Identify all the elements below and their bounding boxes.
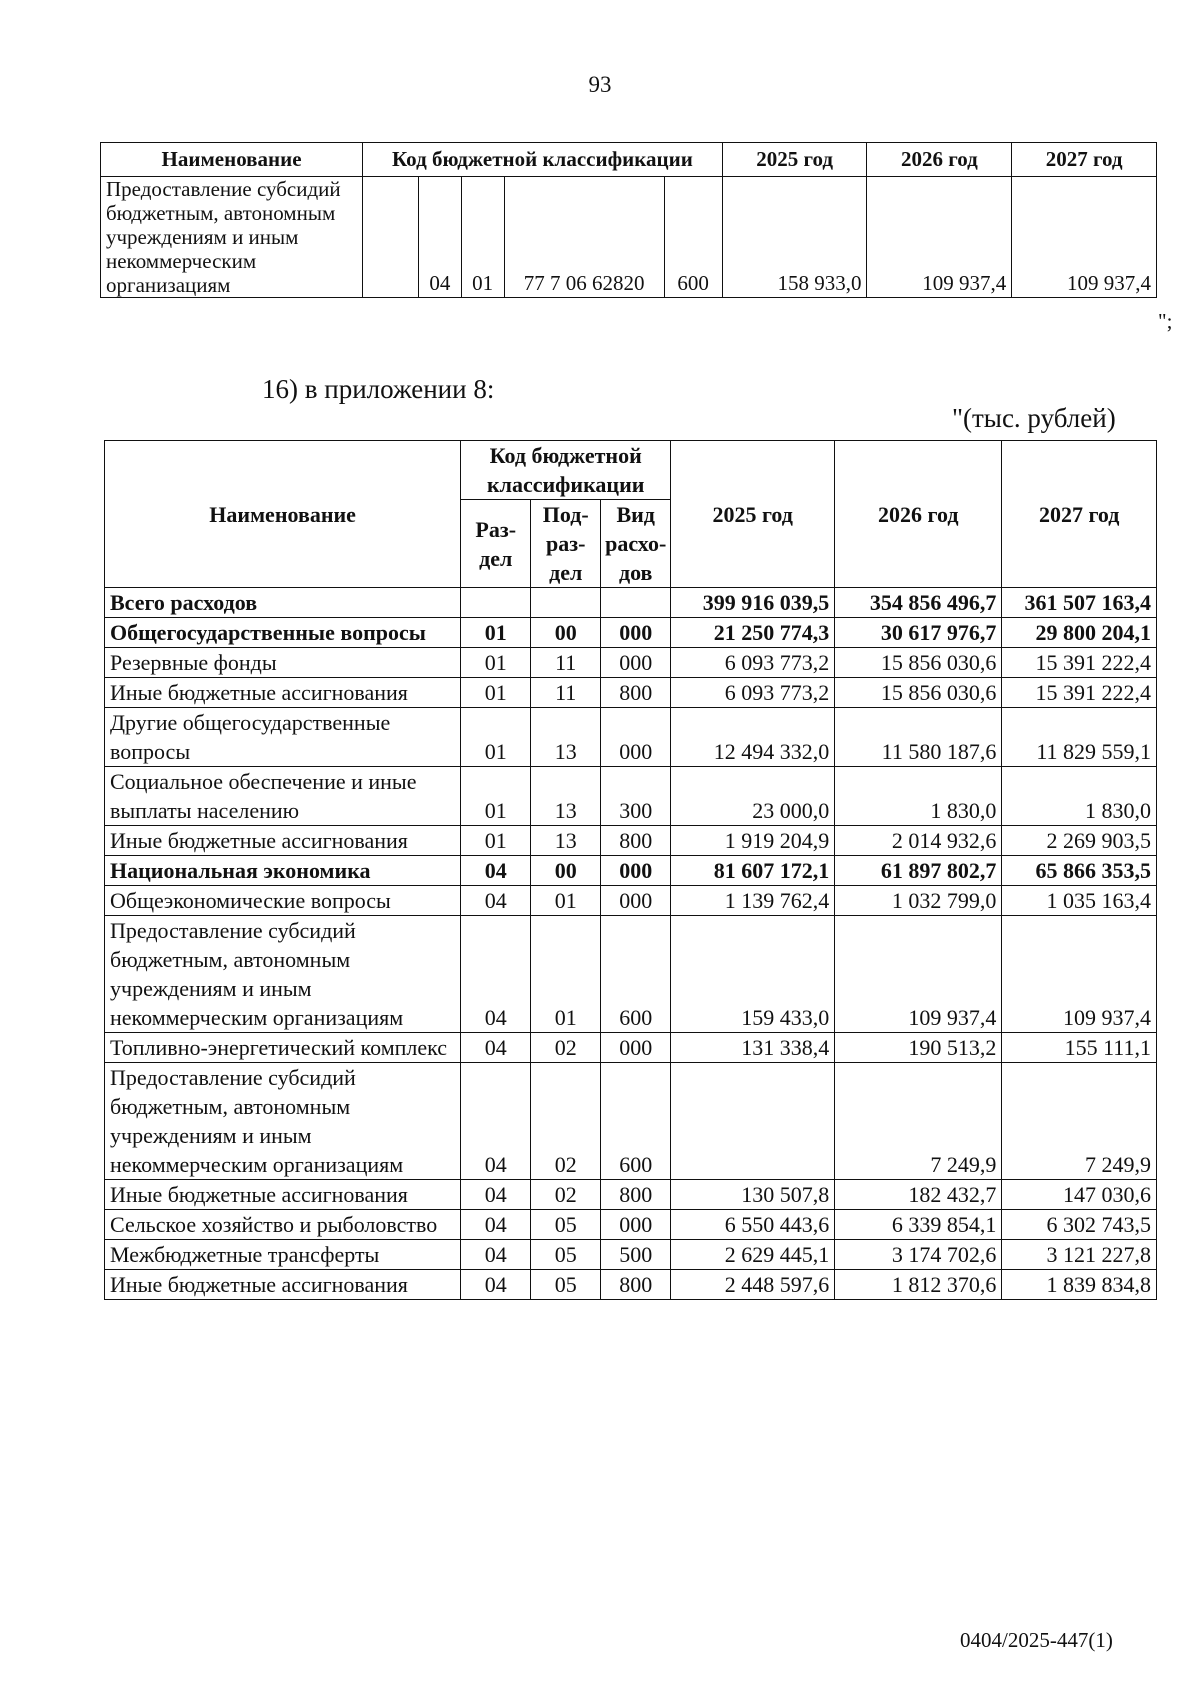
value-2026: 1 812 370,6 <box>835 1270 1002 1300</box>
value-2026: 61 897 802,7 <box>835 856 1002 886</box>
value-2027: 2 269 903,5 <box>1002 826 1157 856</box>
table-row <box>105 1210 1157 1240</box>
table-row <box>105 886 1157 916</box>
row-name: Общеэкономические вопросы <box>105 886 461 916</box>
razdel-cell: 01 <box>461 618 531 648</box>
row-name: Социальное обеспечение и иные выплаты населению <box>105 767 461 826</box>
razdel-cell: 04 <box>461 1033 531 1063</box>
value-2027: 1 830,0 <box>1002 767 1157 826</box>
razdel-cell: 01 <box>461 826 531 856</box>
value-2025: 1 919 204,9 <box>671 826 835 856</box>
vid-cell: 800 <box>601 1180 671 1210</box>
podrazdel-cell: 13 <box>531 826 601 856</box>
value-2025: 130 507,8 <box>671 1180 835 1210</box>
row-name: Межбюджетные трансферты <box>105 1240 461 1270</box>
row-name: Резервные фонды <box>105 648 461 678</box>
vid-cell: 800 <box>601 678 671 708</box>
razdel-cell: 01 <box>461 767 531 826</box>
podrazdel-cell: 00 <box>531 618 601 648</box>
value-2027: 3 121 227,8 <box>1002 1240 1157 1270</box>
vid-cell: 000 <box>601 618 671 648</box>
closing-quote: "; <box>1158 309 1173 333</box>
table-row <box>105 1033 1157 1063</box>
table-row <box>105 678 1157 708</box>
col-header-2027: 2027 год <box>1002 441 1157 588</box>
row-name: Всего расходов <box>105 588 461 618</box>
table-row <box>105 648 1157 678</box>
value-2027: 1 839 834,8 <box>1002 1270 1157 1300</box>
podrazdel-cell: 05 <box>531 1270 601 1300</box>
razdel-cell: 04 <box>461 1240 531 1270</box>
col-header-vid: Вид расхо-дов <box>601 500 671 588</box>
table-row <box>105 1270 1157 1300</box>
value-2025: 159 433,0 <box>671 916 835 1033</box>
row-name: Общегосударственные вопросы <box>105 618 461 648</box>
col-header-name: Наименование <box>101 143 363 177</box>
podrazdel-cell: 02 <box>531 1033 601 1063</box>
value-2027: 7 249,9 <box>1002 1063 1157 1180</box>
row-name: Сельское хозяйство и рыболовство <box>105 1210 461 1240</box>
page-number: 93 <box>588 72 612 97</box>
vid-cell: 000 <box>601 1033 671 1063</box>
value-2026: 15 856 030,6 <box>835 648 1002 678</box>
row-name: Иные бюджетные ассигнования <box>105 826 461 856</box>
razdel-cell: 04 <box>461 856 531 886</box>
razdel-cell: 04 <box>461 886 531 916</box>
budget-table-appendix-8 <box>104 440 1157 1300</box>
value-2027: 6 302 743,5 <box>1002 1210 1157 1240</box>
table-row <box>105 1240 1157 1270</box>
value-2027: 11 829 559,1 <box>1002 708 1157 767</box>
podrazdel-cell: 01 <box>531 886 601 916</box>
value-2026: 1 830,0 <box>835 767 1002 826</box>
razdel-cell: 04 <box>461 1180 531 1210</box>
razdel-cell: 04 <box>461 1063 531 1180</box>
code-cell <box>363 177 419 298</box>
value-2025: 399 916 039,5 <box>671 588 835 618</box>
table-row <box>105 767 1157 826</box>
value-2026: 6 339 854,1 <box>835 1210 1002 1240</box>
col-header-name: Наименование <box>105 441 461 588</box>
razdel-cell: 04 <box>461 1210 531 1240</box>
value-2027: 29 800 204,1 <box>1002 618 1157 648</box>
code-cell: 04 <box>419 177 462 298</box>
units-label: "(тыс. рублей) <box>952 403 1116 433</box>
value-2026: 1 032 799,0 <box>835 886 1002 916</box>
table-row <box>105 618 1157 648</box>
document-code: 0404/2025-447(1) <box>960 1628 1113 1652</box>
value-2025 <box>671 1063 835 1180</box>
podrazdel-cell: 11 <box>531 648 601 678</box>
value-2026: 190 513,2 <box>835 1033 1002 1063</box>
table-row <box>105 708 1157 767</box>
value-2026: 3 174 702,6 <box>835 1240 1002 1270</box>
table-row <box>105 916 1157 1033</box>
col-header-2025: 2025 год <box>671 441 835 588</box>
podrazdel-cell: 13 <box>531 767 601 826</box>
row-name: Иные бюджетные ассигнования <box>105 678 461 708</box>
value-2027: 147 030,6 <box>1002 1180 1157 1210</box>
vid-cell: 000 <box>601 648 671 678</box>
value-2026: 2 014 932,6 <box>835 826 1002 856</box>
vid-cell: 000 <box>601 1210 671 1240</box>
value-2026: 109 937,4 <box>835 916 1002 1033</box>
value-2025: 2 448 597,6 <box>671 1270 835 1300</box>
row-name: Иные бюджетные ассигнования <box>105 1180 461 1210</box>
podrazdel-cell: 13 <box>531 708 601 767</box>
vid-cell: 800 <box>601 826 671 856</box>
podrazdel-cell: 02 <box>531 1180 601 1210</box>
value-2025: 158 933,0 <box>722 177 867 298</box>
amendment-intro: 16) в приложении 8: <box>262 374 495 404</box>
value-2025: 6 550 443,6 <box>671 1210 835 1240</box>
table-row <box>105 1180 1157 1210</box>
razdel-cell: 01 <box>461 708 531 767</box>
value-2025: 1 139 762,4 <box>671 886 835 916</box>
value-2027: 109 937,4 <box>1002 916 1157 1033</box>
value-2025: 23 000,0 <box>671 767 835 826</box>
value-2026: 354 856 496,7 <box>835 588 1002 618</box>
value-2027: 361 507 163,4 <box>1002 588 1157 618</box>
table-row <box>105 588 1157 618</box>
vid-cell: 000 <box>601 708 671 767</box>
col-header-code-group: Код бюджетной классификации <box>461 441 671 500</box>
value-2027: 109 937,4 <box>1012 177 1157 298</box>
vid-cell: 600 <box>601 1063 671 1180</box>
row-name: Предоставление субсидий бюджетным, автономным учреждениям и иным некоммерческим организациям <box>101 177 363 298</box>
value-2025: 12 494 332,0 <box>671 708 835 767</box>
value-2027: 65 866 353,5 <box>1002 856 1157 886</box>
value-2026: 30 617 976,7 <box>835 618 1002 648</box>
value-2025: 131 338,4 <box>671 1033 835 1063</box>
vid-cell: 300 <box>601 767 671 826</box>
col-header-2025: 2025 год <box>722 143 867 177</box>
table-row <box>105 856 1157 886</box>
razdel-cell: 01 <box>461 648 531 678</box>
podrazdel-cell: 01 <box>531 916 601 1033</box>
code-cell: 77 7 06 62820 <box>504 177 664 298</box>
vid-cell: 000 <box>601 886 671 916</box>
budget-table-continuation <box>100 142 1157 298</box>
razdel-cell: 04 <box>461 916 531 1033</box>
row-name: Предоставление субсидий бюджетным, автономным учреждениям и иным некоммерческим организациям <box>105 1063 461 1180</box>
podrazdel-cell: 05 <box>531 1240 601 1270</box>
value-2027: 15 391 222,4 <box>1002 678 1157 708</box>
row-name: Иные бюджетные ассигнования <box>105 1270 461 1300</box>
col-header-podrazdel: Под-раз-дел <box>531 500 601 588</box>
podrazdel-cell: 11 <box>531 678 601 708</box>
podrazdel-cell: 00 <box>531 856 601 886</box>
vid-cell: 800 <box>601 1270 671 1300</box>
value-2025: 2 629 445,1 <box>671 1240 835 1270</box>
row-name: Топливно-энергетический комплекс <box>105 1033 461 1063</box>
vid-cell <box>601 588 671 618</box>
value-2025: 81 607 172,1 <box>671 856 835 886</box>
col-header-2027: 2027 год <box>1012 143 1157 177</box>
col-header-2026: 2026 год <box>867 143 1012 177</box>
razdel-cell: 01 <box>461 678 531 708</box>
vid-cell: 000 <box>601 856 671 886</box>
row-name: Другие общегосударственные вопросы <box>105 708 461 767</box>
row-name: Национальная экономика <box>105 856 461 886</box>
vid-cell: 600 <box>601 916 671 1033</box>
row-name: Предоставление субсидий бюджетным, автономным учреждениям и иным некоммерческим организациям <box>105 916 461 1033</box>
col-header-razdel: Раз-дел <box>461 500 531 588</box>
value-2025: 6 093 773,2 <box>671 648 835 678</box>
podrazdel-cell: 02 <box>531 1063 601 1180</box>
value-2026: 7 249,9 <box>835 1063 1002 1180</box>
podrazdel-cell <box>531 588 601 618</box>
table-row <box>105 1063 1157 1180</box>
value-2027: 155 111,1 <box>1002 1033 1157 1063</box>
value-2025: 21 250 774,3 <box>671 618 835 648</box>
razdel-cell: 04 <box>461 1270 531 1300</box>
col-header-code: Код бюджетной классификации <box>363 143 723 177</box>
value-2026: 182 432,7 <box>835 1180 1002 1210</box>
podrazdel-cell: 05 <box>531 1210 601 1240</box>
col-header-2026: 2026 год <box>835 441 1002 588</box>
razdel-cell <box>461 588 531 618</box>
value-2027: 15 391 222,4 <box>1002 648 1157 678</box>
value-2027: 1 035 163,4 <box>1002 886 1157 916</box>
value-2026: 109 937,4 <box>867 177 1012 298</box>
table-row <box>101 177 1157 298</box>
value-2025: 6 093 773,2 <box>671 678 835 708</box>
table-row <box>105 826 1157 856</box>
value-2026: 11 580 187,6 <box>835 708 1002 767</box>
code-cell: 600 <box>664 177 722 298</box>
code-cell: 01 <box>461 177 504 298</box>
vid-cell: 500 <box>601 1240 671 1270</box>
value-2026: 15 856 030,6 <box>835 678 1002 708</box>
